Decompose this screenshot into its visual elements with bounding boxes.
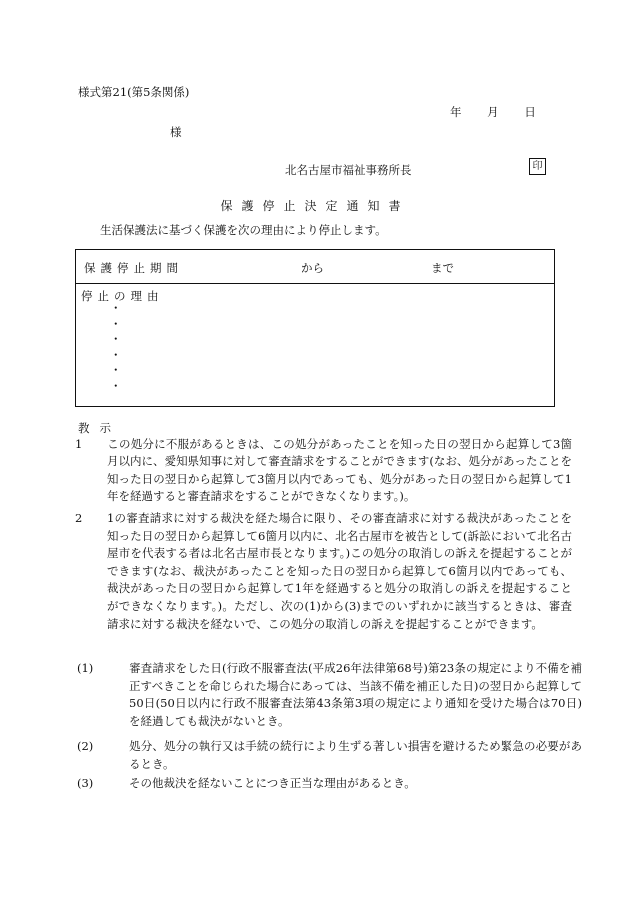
date-day: 日: [524, 105, 536, 119]
notice-item-1: [75, 436, 572, 506]
reason-bullet: ・: [110, 316, 122, 331]
reason-bullet: ・: [110, 363, 122, 377]
form-number: 様式第21(第5条関係): [78, 85, 190, 99]
item-text: この処分に不服があるときは、この処分があったことを知った日の翌日から起算して3箇月以内に、愛知県知事に対して審査請求をすることができます(なお、処分があったことを知った日の翌日から起算して3箇月以内であっても、処分があった日の翌日から起算して1年を経過すると審査請求をすることができなくなります。)。: [107, 437, 572, 504]
suspension-table: [75, 249, 555, 407]
notice-item-2: [75, 510, 572, 633]
subitem-text: 審査請求をした日(行政不服審査法(平成26年法律第68号)第23条の規定により不備を補正すべきことを命じられた場合にあっては、当該不備を補正した日)の翌日から起算して50日(50日以内に行政不服審査法第43条第3項の規定により通知を受けた場合は70日)を経過しても裁決がないとき。: [129, 661, 582, 728]
reason-bullets: [110, 301, 122, 394]
period-label: 保護停止期間: [84, 261, 183, 275]
notice-heading: 教示: [78, 421, 121, 435]
subitem-number: (3): [77, 776, 94, 790]
issuer-name: 北名古屋市福祉事務所長: [285, 163, 412, 177]
reason-bullet: ・: [110, 332, 122, 346]
reason-bullet: ・: [110, 378, 122, 393]
item-number: 1: [75, 437, 83, 451]
subitem-number: (1): [77, 661, 94, 675]
period-row: [76, 250, 554, 284]
notice-subitem-1: [77, 660, 582, 730]
item-number: 2: [75, 511, 83, 525]
date-line: [450, 104, 558, 120]
subitem-text: 処分、処分の執行又は手続の続行により生ずる著しい損害を避けるため緊急の必要があるとき。: [129, 739, 582, 771]
date-year: 年: [450, 105, 462, 119]
reason-bullet: ・: [110, 301, 122, 315]
date-month: 月: [487, 105, 499, 119]
seal-box: 印: [529, 158, 546, 175]
period-to-label: まで: [431, 261, 454, 275]
subitem-number: (2): [77, 739, 94, 753]
item-text: 1の審査請求に対する裁決を経た場合に限り、その審査請求に対する裁決があったことを知った日の翌日から起算して6箇月以内に、北名古屋市を被告として(訴訟において北名古屋市を代表する者は北名古屋市長となります。)この処分の取消しの訴えを提起することができます(なお、裁決があったことを知った日の翌日から起算して6箇月以内であっても、裁決があった日の翌日から起算して1年を経過すると処分の取消しの訴えを提起することができなくなります。)。ただし、次の(1)から(3)までのいずれかに該当するときは、審査請求に対する裁決を経ないで、この処分の取消しの訴えを提起することができます。: [107, 511, 572, 631]
lead-sentence: 生活保護法に基づく保護を次の理由により停止します。: [100, 223, 387, 237]
subitem-text: その他裁決を経ないことにつき正当な理由があるとき。: [129, 776, 416, 790]
period-from-label: から: [301, 261, 324, 275]
addressee: 様: [170, 125, 182, 139]
reason-bullet: ・: [110, 347, 122, 362]
notice-subitem-2: [77, 738, 582, 773]
reason-label: 停止の理由: [81, 289, 164, 303]
document-title: 保護停止決定通知書: [220, 199, 410, 213]
notice-subitem-3: [77, 775, 582, 793]
